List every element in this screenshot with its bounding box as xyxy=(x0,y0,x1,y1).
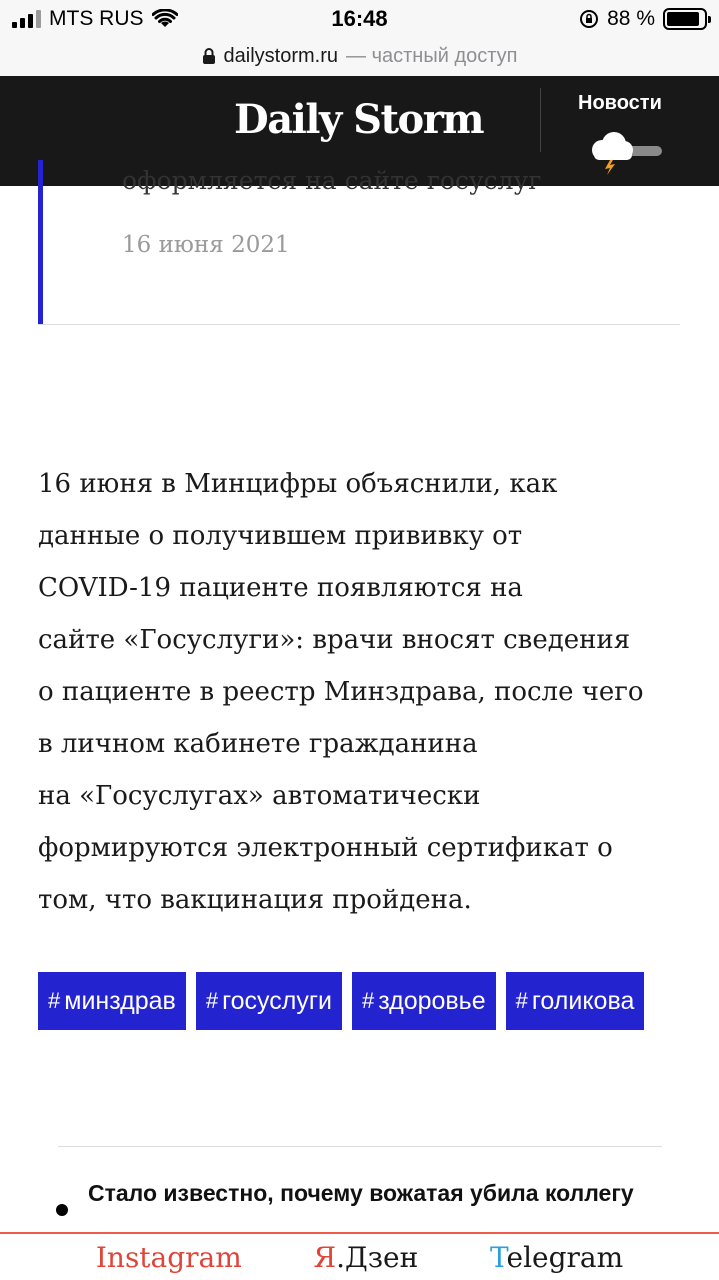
private-browsing-label: — частный доступ xyxy=(346,44,518,67)
hash-symbol: # xyxy=(361,988,375,1013)
paragraph-line: о пациенте в реестр Минздрава, после чего xyxy=(38,677,644,707)
url-domain: dailystorm.ru xyxy=(223,44,339,67)
battery-percent: 88 % xyxy=(607,7,655,30)
header-divider xyxy=(540,88,541,152)
dzen-label: .Дзен xyxy=(336,1240,419,1274)
paragraph-line: в личном кабинете гражданина xyxy=(38,729,478,759)
paragraph-line: 16 июня в Минцифры объяснили, как xyxy=(38,469,558,499)
site-logo[interactable]: Daily Storm xyxy=(234,96,484,143)
storm-cloud-icon[interactable] xyxy=(588,128,664,176)
social-bar xyxy=(0,1232,719,1280)
hash-symbol: # xyxy=(205,988,219,1013)
telegram-label: elegram xyxy=(506,1240,624,1274)
battery-icon xyxy=(663,8,707,30)
previous-item-text[interactable]: оформляется на сайте госуслуг xyxy=(122,166,542,195)
news-link[interactable]: Новости xyxy=(578,92,662,114)
status-right xyxy=(579,7,707,31)
related-divider xyxy=(58,1146,662,1147)
section-divider xyxy=(38,324,680,325)
tag-label: здоровье xyxy=(378,986,486,1015)
hash-symbol: # xyxy=(48,988,61,1013)
related-article-link[interactable]: Стало известно, почему вожатая убила коллегу xyxy=(88,1180,634,1206)
tag-label: госуслуги xyxy=(222,986,332,1015)
tag-golikova[interactable] xyxy=(506,972,645,1030)
paragraph-line: формируются электронный сертификат о xyxy=(38,833,613,863)
tag-minzdrav[interactable] xyxy=(38,972,186,1030)
lock-icon xyxy=(202,47,216,65)
status-bar xyxy=(0,0,719,40)
tag-zdorovye[interactable] xyxy=(352,972,496,1030)
previous-item-date: 16 июня 2021 xyxy=(122,232,290,258)
carrier-name: MTS RUS xyxy=(49,7,144,30)
telegram-link[interactable] xyxy=(490,1241,623,1274)
paragraph-line: COVID-19 пациенте появляются на xyxy=(38,573,523,603)
tag-label: минздрав xyxy=(64,986,176,1015)
tag-label: голикова xyxy=(531,986,635,1015)
tag-list xyxy=(38,972,688,1030)
paragraph-line: том, что вакцинация пройдена. xyxy=(38,885,472,915)
paragraph-line: сайте «Госуслуги»: врачи вносят сведения xyxy=(38,625,631,655)
paragraph-line: на «Госуслугах» автоматически xyxy=(38,781,481,811)
paragraph-line: данные о получившем прививку от xyxy=(38,521,523,551)
address-bar[interactable] xyxy=(0,36,719,76)
quote-accent-bar xyxy=(38,160,43,324)
article-paragraph xyxy=(38,458,688,926)
bullet-icon xyxy=(56,1204,68,1216)
dzen-link[interactable] xyxy=(314,1241,419,1274)
rotation-lock-icon xyxy=(579,9,599,29)
tag-gosuslugi[interactable] xyxy=(196,972,342,1030)
clock: 16:48 xyxy=(331,6,388,31)
instagram-link[interactable]: Instagram xyxy=(95,1240,242,1274)
telegram-t-letter: T xyxy=(489,1240,507,1274)
hash-symbol: # xyxy=(515,988,528,1013)
dzen-ya-letter: Я xyxy=(313,1240,337,1274)
